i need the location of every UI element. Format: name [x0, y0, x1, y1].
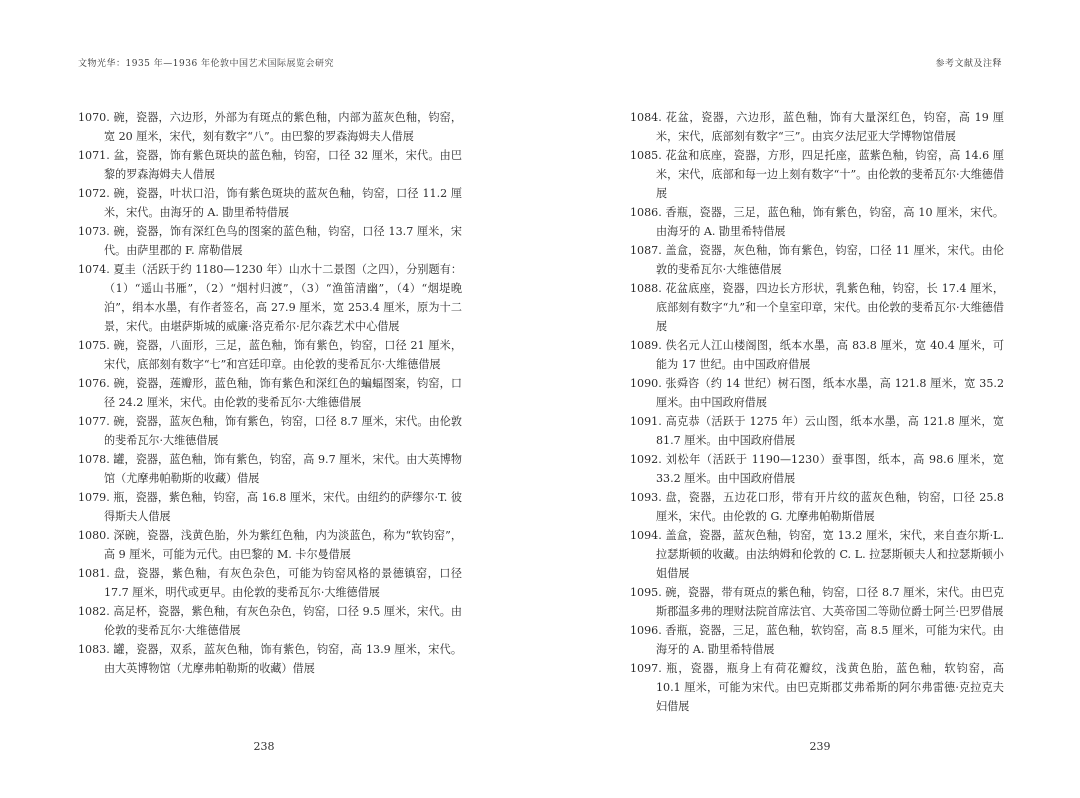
catalog-entry	[78, 260, 462, 336]
entry-text: 香瓶，瓷器，三足，蓝色釉，饰有紫色，钧窑，高 10 厘米，宋代。由海牙的 A. 勖里希特借展	[656, 206, 1004, 238]
entry-text: 碗，瓷器，八面形，三足，蓝色釉，饰有紫色，钧窑，口径 21 厘米，宋代，底部刻有数字“七”和宫廷印章。由伦敦的斐希瓦尔·大维德借展	[104, 339, 462, 371]
entry-text: 夏圭（活跃于约 1180—1230 年）山水十二景图（之四），分别题有：（1）“遥山书雁”，（2）“烟村归渡”，（3）“渔笛清幽”，（4）“烟堤晚泊”，绢本水墨，有作者签名，高 27.9 厘米，宽 253.4 厘米，原为十二景，宋代。由堪萨斯城的威廉·洛克希尔·尼尔森艺术中心借展	[104, 263, 462, 333]
entry-text: 盖盒，瓷器，灰色釉，饰有紫色，钧窑，口径 11 厘米，宋代。由伦敦的斐希瓦尔·大维德借展	[656, 244, 1004, 276]
catalog-entry	[78, 602, 462, 640]
entry-number: 1083.	[78, 643, 110, 656]
catalog-entries-right	[630, 108, 1004, 716]
entry-text: 碗，瓷器，莲瓣形，蓝色釉，饰有紫色和深红色的蝙蝠图案，钧窑，口径 24.2 厘米，宋代。由伦敦的斐希瓦尔·大维德借展	[104, 377, 462, 409]
catalog-entry	[78, 488, 462, 526]
catalog-entry	[78, 526, 462, 564]
entry-text: 碗，瓷器，叶状口沿，饰有紫色斑块的蓝灰色釉，钧窑，口径 11.2 厘米，宋代。由海牙的 A. 勖里希特借展	[104, 187, 462, 219]
catalog-entry	[630, 412, 1004, 450]
entry-number: 1090.	[630, 377, 662, 390]
entry-text: 盘，瓷器，紫色釉，有灰色杂色，可能为钧窑风格的景德镇窑，口径 17.7 厘米，明代或更早。由伦敦的斐希瓦尔·大维德借展	[104, 567, 462, 599]
entry-text: 花盆，瓷器，六边形，蓝色釉，饰有大量深红色，钧窑，高 19 厘米，宋代，底部刻有数字“三”。由宾夕法尼亚大学博物馆借展	[656, 111, 1004, 143]
catalog-entry	[630, 203, 1004, 241]
catalog-entry	[78, 450, 462, 488]
entry-text: 罐，瓷器，蓝色釉，饰有紫色，钧窑，高 9.7 厘米，宋代。由大英博物馆（尤摩弗帕勒斯的收藏）借展	[104, 453, 463, 485]
entry-number: 1079.	[78, 491, 110, 504]
catalog-entries-left	[78, 108, 462, 678]
catalog-entry	[78, 222, 462, 260]
catalog-entry	[630, 450, 1004, 488]
entry-text: 碗，瓷器，蓝灰色釉，饰有紫色，钧窑，口径 8.7 厘米，宋代。由伦敦的斐希瓦尔·大维德借展	[104, 415, 463, 447]
entry-number: 1097.	[630, 662, 662, 675]
entry-text: 刘松年（活跃于 1190—1230）蚕事图，纸本，高 98.6 厘米，宽 33.2 厘米。由中国政府借展	[656, 453, 1004, 485]
entry-number: 1082.	[78, 605, 110, 618]
entry-text: 深碗，瓷器，浅黄色胎，外为紫红色釉，内为淡蓝色，称为“软钧窑”，高 9 厘米，可能为元代。由巴黎的 M. 卡尔曼借展	[104, 529, 462, 561]
entry-text: 盆，瓷器，饰有紫色斑块的蓝色釉，钧窑，口径 32 厘米，宋代。由巴黎的罗森海姆夫人借展	[104, 149, 462, 181]
entry-number: 1092.	[630, 453, 662, 466]
entry-text: 瓶，瓷器，瓶身上有荷花瓣纹，浅黄色胎，蓝色釉，软钧窑，高 10.1 厘米，可能为宋代。由巴克斯郡艾弗希斯的阿尔弗雷德·克拉克夫妇借展	[656, 662, 1004, 713]
entry-number: 1089.	[630, 339, 662, 352]
catalog-entry	[78, 640, 462, 678]
catalog-entry	[630, 241, 1004, 279]
catalog-entry	[630, 583, 1004, 621]
entry-text: 瓶，瓷器，紫色釉，钧窑，高 16.8 厘米，宋代。由纽约的萨缪尔·T. 彼得斯夫人借展	[104, 491, 462, 523]
entry-number: 1074.	[78, 263, 110, 276]
entry-number: 1076.	[78, 377, 110, 390]
entry-text: 罐，瓷器，双系，蓝灰色釉，饰有紫色，钧窑，高 13.9 厘米，宋代。由大英博物馆（尤摩弗帕勒斯的收藏）借展	[104, 643, 462, 675]
entry-number: 1073.	[78, 225, 110, 238]
entry-text: 盘，瓷器，五边花口形，带有开片纹的蓝灰色釉，钧窑，口径 25.8 厘米，宋代。由伦敦的 G. 尤摩弗帕勒斯借展	[656, 491, 1004, 523]
entry-text: 碗，瓷器，带有斑点的紫色釉，钧窑，口径 8.7 厘米，宋代。由巴克斯郡温多弗的理财法院首席法官、大英帝国二等勋位爵士阿兰·巴罗借展	[656, 586, 1004, 618]
entry-number: 1086.	[630, 206, 662, 219]
catalog-entry	[78, 108, 462, 146]
catalog-entry	[78, 336, 462, 374]
page-number-right: 239	[809, 740, 831, 753]
catalog-entry	[630, 526, 1004, 583]
entry-number: 1096.	[630, 624, 662, 637]
entry-text: 碗，瓷器，饰有深红色鸟的图案的蓝色釉，钧窑，口径 13.7 厘米，宋代。由萨里郡的 F. 席勒借展	[104, 225, 462, 257]
entry-number: 1070.	[78, 111, 110, 124]
entry-number: 1091.	[630, 415, 662, 428]
entry-number: 1087.	[630, 244, 662, 257]
running-head-right: 参考文献及注释	[935, 59, 1002, 69]
entry-number: 1071.	[78, 149, 110, 162]
entry-number: 1072.	[78, 187, 110, 200]
page-number-left: 238	[253, 740, 275, 753]
entry-number: 1081.	[78, 567, 110, 580]
entry-number: 1088.	[630, 282, 662, 295]
catalog-entry	[630, 488, 1004, 526]
entry-number: 1080.	[78, 529, 110, 542]
entry-number: 1093.	[630, 491, 662, 504]
entry-text: 高克恭（活跃于 1275 年）云山图，纸本水墨，高 121.8 厘米，宽 81.7 厘米。由中国政府借展	[656, 415, 1005, 447]
entry-text: 碗，瓷器，六边形，外部为有斑点的紫色釉，内部为蓝灰色釉，钧窑，宽 20 厘米，宋代，刻有数字“八”。由巴黎的罗森海姆夫人借展	[104, 111, 462, 143]
catalog-entry	[630, 374, 1004, 412]
catalog-entry	[78, 412, 462, 450]
catalog-entry	[630, 336, 1004, 374]
entry-text: 佚名元人江山楼阁图，纸本水墨，高 83.8 厘米，宽 40.4 厘米，可能为 17 世纪。由中国政府借展	[656, 339, 1005, 371]
entry-text: 花盆底座，瓷器，四边长方形状，乳紫色釉，钧窑，长 17.4 厘米，底部刻有数字“九”和一个皇室印章，宋代。由伦敦的斐希瓦尔·大维德借展	[656, 282, 1005, 333]
entry-text: 张舜咨（约 14 世纪）树石图，纸本水墨，高 121.8 厘米，宽 35.2 厘米。由中国政府借展	[656, 377, 1004, 409]
right-page	[540, 0, 1080, 798]
entry-number: 1078.	[78, 453, 110, 466]
entry-number: 1077.	[78, 415, 110, 428]
entry-text: 高足杯，瓷器，紫色釉，有灰色杂色，钧窑，口径 9.5 厘米，宋代。由伦敦的斐希瓦尔·大维德借展	[104, 605, 463, 637]
entry-number: 1075.	[78, 339, 110, 352]
catalog-entry	[78, 146, 462, 184]
catalog-entry	[630, 659, 1004, 716]
entry-text: 盖盒，瓷器，蓝灰色釉，钧窑，宽 13.2 厘米，宋代，来自查尔斯·L. 拉瑟斯顿的收藏。由法纳姆和伦敦的 C. L. 拉瑟斯顿夫人和拉瑟斯顿小姐借展	[656, 529, 1004, 580]
catalog-entry	[78, 184, 462, 222]
catalog-entry	[630, 279, 1004, 336]
entry-number: 1085.	[630, 149, 662, 162]
entry-number: 1094.	[630, 529, 662, 542]
entry-text: 花盆和底座，瓷器，方形，四足托座，蓝紫色釉，钧窑，高 14.6 厘米，宋代，底部和每一边上刻有数字“十”。由伦敦的斐希瓦尔·大维德借展	[656, 149, 1005, 200]
catalog-entry	[78, 564, 462, 602]
catalog-entry	[630, 621, 1004, 659]
entry-number: 1084.	[630, 111, 662, 124]
catalog-entry	[78, 374, 462, 412]
entry-number: 1095.	[630, 586, 662, 599]
catalog-entry	[630, 146, 1004, 203]
catalog-entry	[630, 108, 1004, 146]
running-head-left: 文物光华：1935 年—1936 年伦敦中国艺术国际展览会研究	[78, 59, 335, 69]
entry-text: 香瓶，瓷器，三足，蓝色釉，软钧窑，高 8.5 厘米，可能为宋代。由海牙的 A. 勖里希特借展	[656, 624, 1004, 656]
